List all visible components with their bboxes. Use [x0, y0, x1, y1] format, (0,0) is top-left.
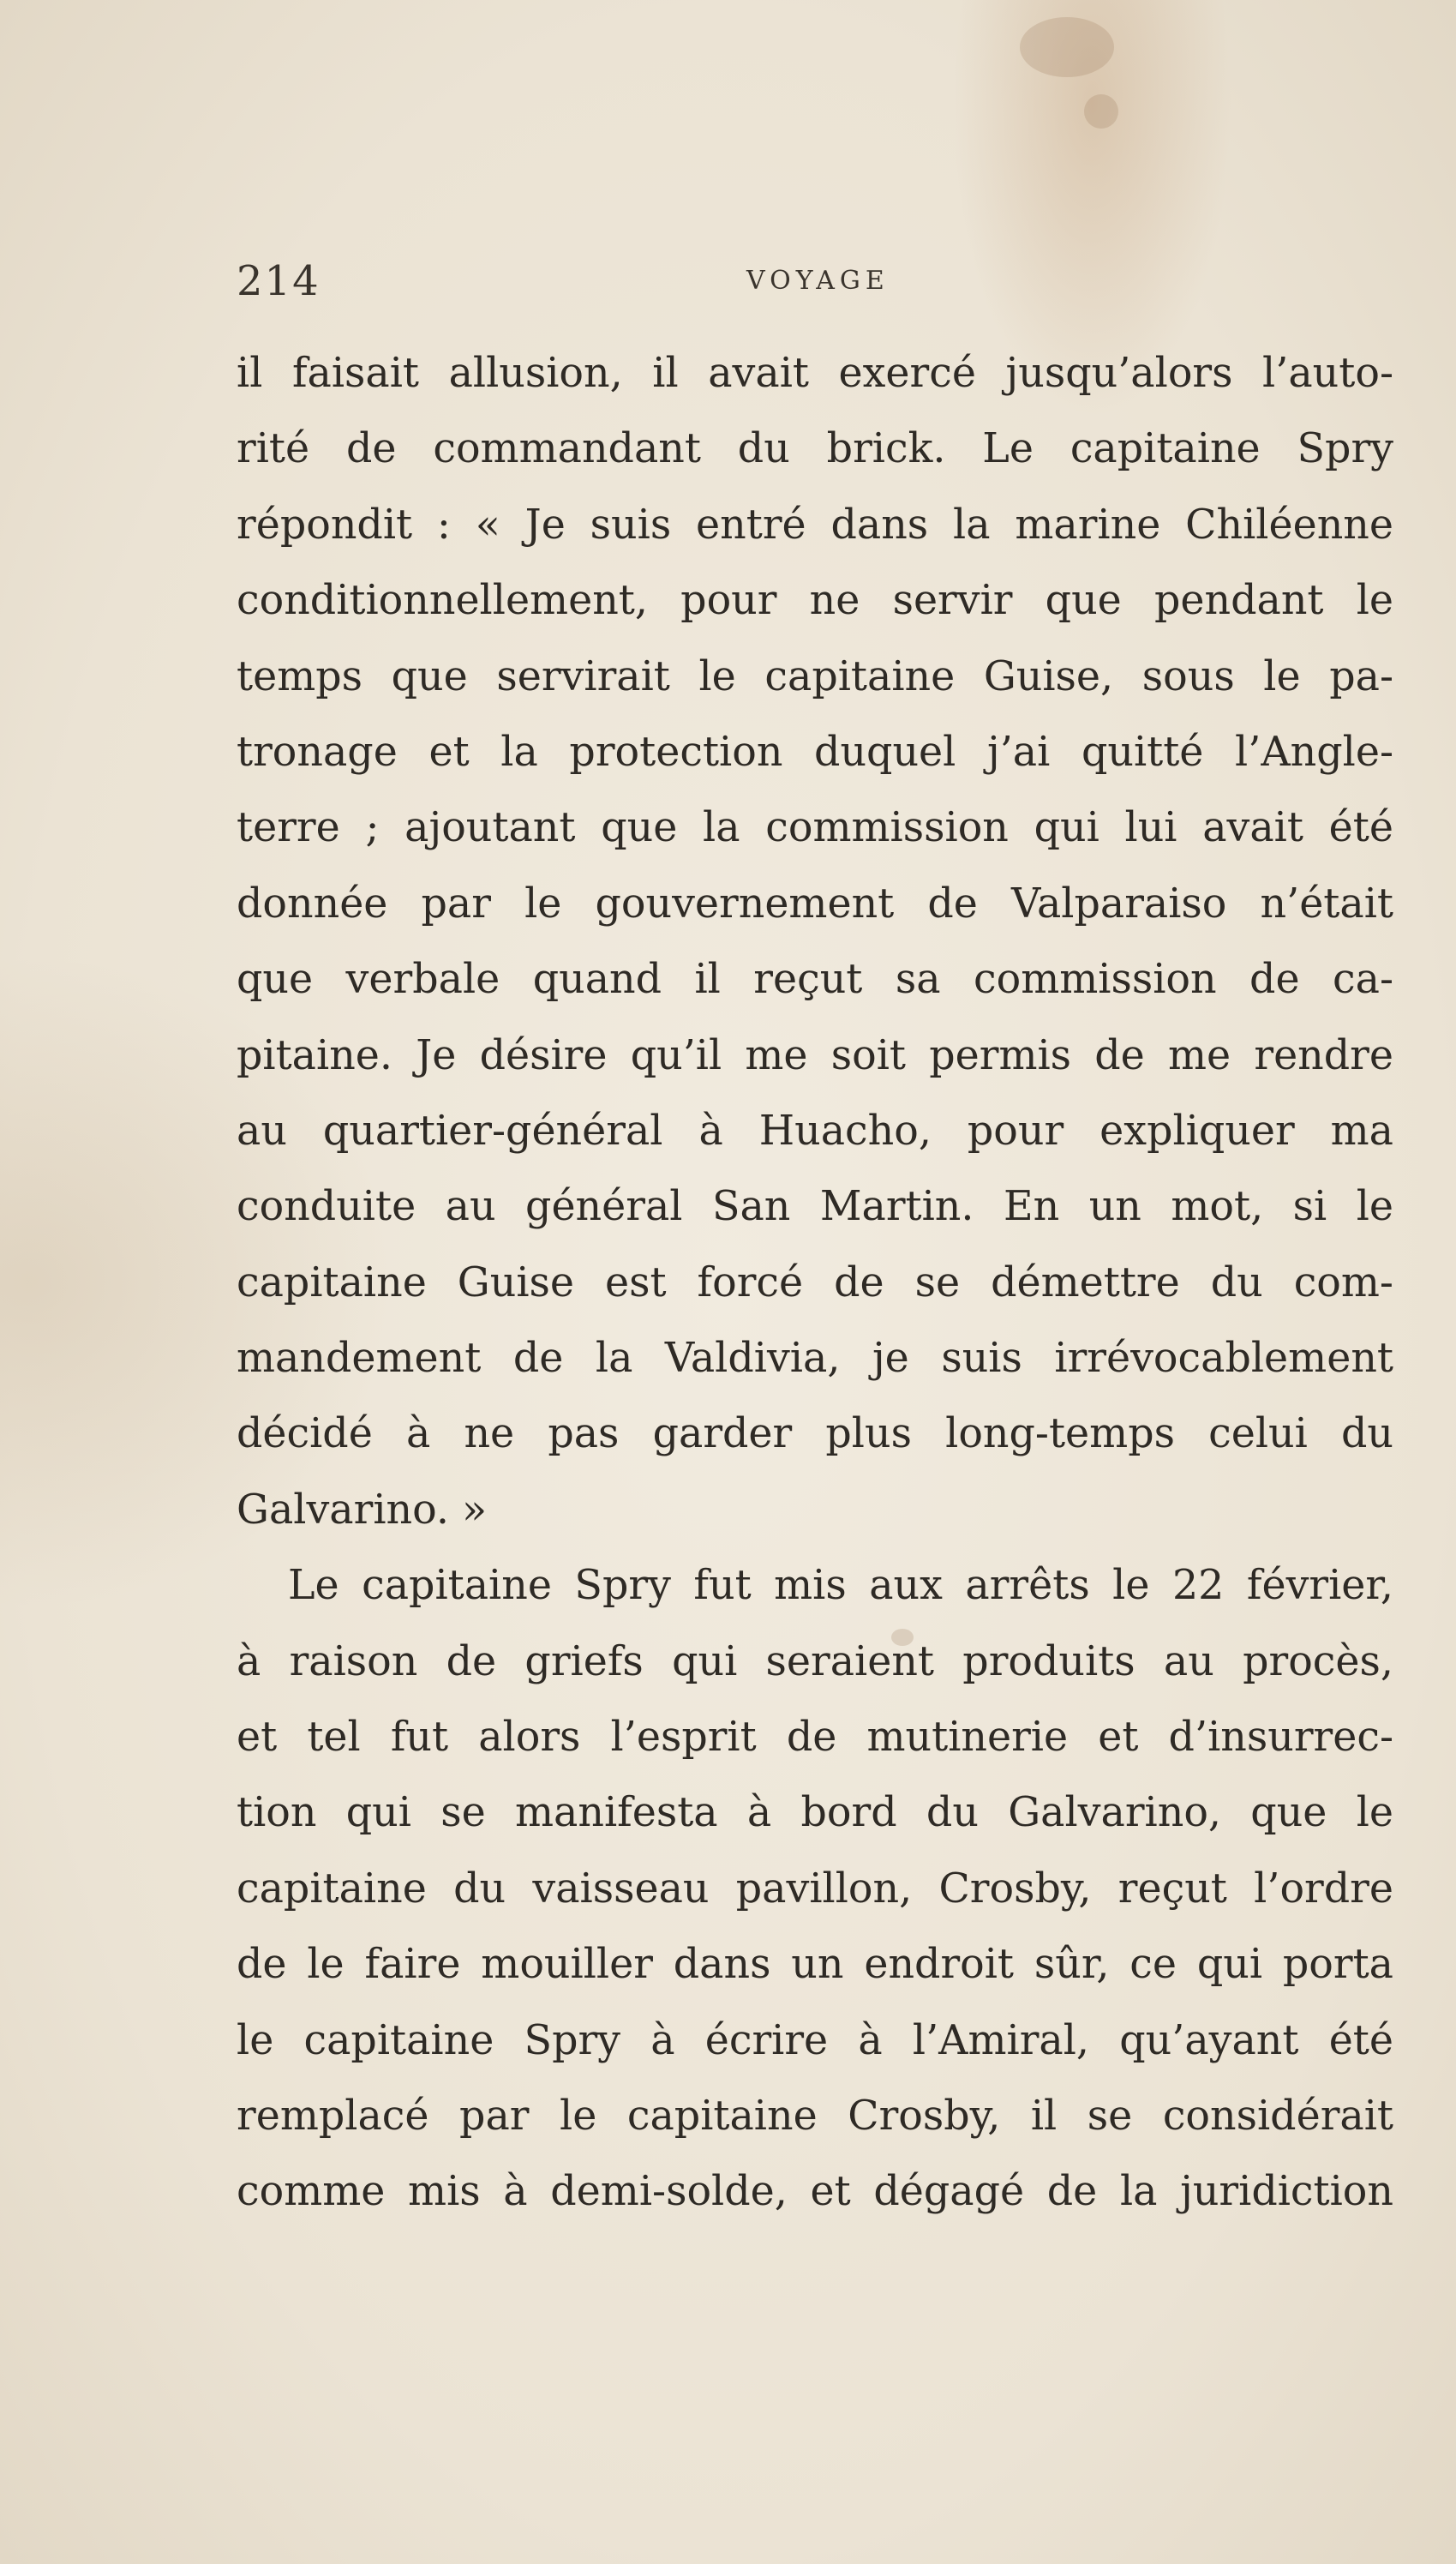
- text-line: tion qui se manifesta à bord du Galvarino, que le: [237, 1789, 1393, 1837]
- text-line: rité de commandant du brick. Le capitaine Spry: [237, 425, 1393, 473]
- text-line: répondit : « Je suis entré dans la marine Chiléenne: [237, 501, 1393, 549]
- text-line: au quartier-général à Huacho, pour expliquer ma: [237, 1107, 1393, 1155]
- text-line: conditionnellement, pour ne servir que pendant le: [237, 577, 1393, 625]
- text-line: mandement de la Valdivia, je suis irrévocablement: [237, 1335, 1393, 1383]
- text-line: capitaine Guise est forcé de se démettre du com-: [237, 1258, 1393, 1306]
- text-line: capitaine du vaisseau pavillon, Crosby, reçut l’ordre: [237, 1864, 1393, 1912]
- paper-stain: [1084, 94, 1118, 129]
- running-head: [237, 257, 1393, 309]
- text-line: le capitaine Spry à écrire à l’Amiral, qu’ayant été: [237, 2016, 1393, 2064]
- text-line: et tel fut alors l’esprit de mutinerie et d’insurrec-: [237, 1714, 1393, 1762]
- page-number: 214: [237, 257, 321, 305]
- paper-stain: [1020, 17, 1114, 77]
- text-line: décidé à ne pas garder plus long-temps celui du: [237, 1410, 1393, 1458]
- text-line: pitaine. Je désire qu’il me soit permis de me rendre: [237, 1031, 1393, 1079]
- text-line: à raison de griefs qui seraient produits au procès,: [237, 1637, 1393, 1685]
- paragraph-start-line: Le capitaine Spry fut mis aux arrêts le 22 février,: [288, 1562, 1393, 1610]
- text-line: temps que servirait le capitaine Guise, sous le pa-: [237, 652, 1393, 700]
- text-line: il faisait allusion, il avait exercé jusqu’alors l’auto-: [237, 350, 1393, 397]
- body-text: [237, 336, 1393, 2231]
- text-line: remplacé par le capitaine Crosby, il se considérait: [237, 2092, 1393, 2140]
- text-line: de le faire mouiller dans un endroit sûr, ce qui porta: [237, 1941, 1393, 1989]
- text-line: tronage et la protection duquel j’ai quitté l’Angle-: [237, 728, 1393, 776]
- text-line: comme mis à demi-solde, et dégagé de la juridiction: [237, 2168, 1393, 2216]
- text-line: que verbale quand il reçut sa commission de ca-: [237, 956, 1393, 1004]
- text-line: terre ; ajoutant que la commission qui lui avait été: [237, 804, 1393, 852]
- running-title: VOYAGE: [746, 266, 890, 296]
- text-line: donnée par le gouvernement de Valparaiso n’était: [237, 880, 1393, 928]
- paragraph-end-line: Galvarino. »: [237, 1486, 488, 1534]
- text-line: conduite au général San Martin. En un mot, si le: [237, 1183, 1393, 1231]
